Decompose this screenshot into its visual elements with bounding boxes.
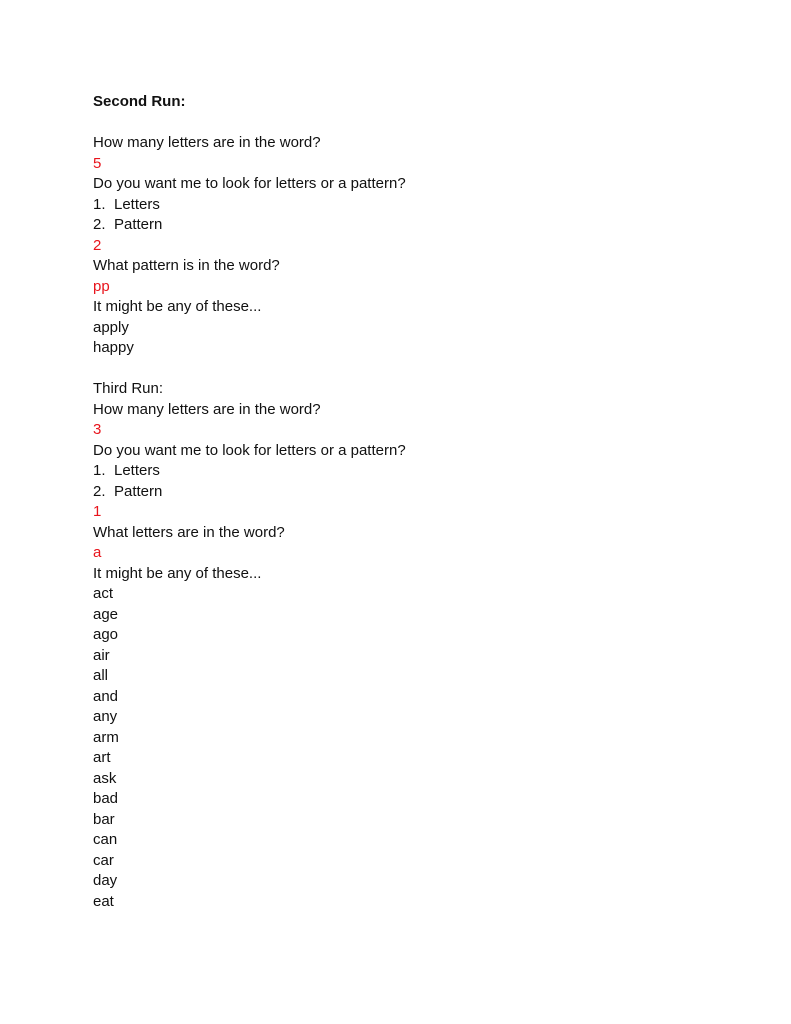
- third-run-question-mode: Do you want me to look for letters or a pattern?: [93, 441, 406, 459]
- third-run-heading: Third Run:: [93, 380, 164, 397]
- option-label: Letters: [114, 462, 160, 479]
- result-word: eat: [93, 892, 114, 910]
- second-run-option-letters: [93, 195, 733, 216]
- result-word: and: [93, 687, 119, 705]
- third-run-results-list: [93, 584, 733, 912]
- result-word: day: [93, 872, 118, 889]
- second-run-results-list: [93, 318, 733, 359]
- third-run-option-pattern: [93, 482, 733, 503]
- third-run-answer-letter-count: 3: [93, 421, 102, 438]
- result-word: age: [93, 605, 119, 623]
- third-run-option-letters: [93, 461, 733, 482]
- third-run-question-letters: What letters are in the word?: [93, 523, 285, 541]
- second-run-option-pattern: [93, 215, 733, 236]
- option-number: 1.: [93, 195, 106, 213]
- option-label: Pattern: [114, 216, 163, 233]
- result-word: arm: [93, 728, 119, 746]
- second-run-answer-pattern: pp: [93, 277, 110, 295]
- second-run-results-intro: It might be any of these...: [93, 298, 262, 315]
- result-word: art: [93, 749, 111, 766]
- option-number: 2.: [93, 216, 106, 233]
- result-word: ago: [93, 626, 119, 643]
- result-word: all: [93, 667, 109, 684]
- second-run-answer-mode: 2: [93, 236, 102, 254]
- result-word: any: [93, 708, 118, 725]
- option-label: Pattern: [114, 482, 163, 500]
- option-number: 2.: [93, 482, 106, 500]
- result-word: act: [93, 585, 114, 602]
- result-word: apply: [93, 318, 129, 336]
- third-run-question-letter-count: How many letters are in the word?: [93, 400, 321, 418]
- second-run-question-letter-count: How many letters are in the word?: [93, 134, 321, 151]
- result-word: air: [93, 646, 110, 664]
- third-run-answer-letters: a: [93, 544, 102, 561]
- document-page: [93, 92, 733, 912]
- result-word: can: [93, 831, 118, 848]
- second-run-question-mode: Do you want me to look for letters or a pattern?: [93, 175, 406, 192]
- second-run-answer-letter-count: 5: [93, 154, 102, 172]
- result-word: bad: [93, 790, 119, 807]
- option-label: Letters: [114, 195, 160, 213]
- result-word: bar: [93, 810, 115, 828]
- result-word: ask: [93, 769, 117, 787]
- second-run-heading: Second Run:: [93, 93, 186, 110]
- third-run-answer-mode: 1: [93, 503, 102, 520]
- result-word: car: [93, 851, 114, 869]
- spacer: [93, 113, 733, 134]
- spacer: [93, 359, 733, 380]
- second-run-question-pattern: What pattern is in the word?: [93, 257, 280, 274]
- result-word: happy: [93, 339, 134, 356]
- third-run-results-intro: It might be any of these...: [93, 564, 262, 582]
- option-number: 1.: [93, 462, 106, 479]
